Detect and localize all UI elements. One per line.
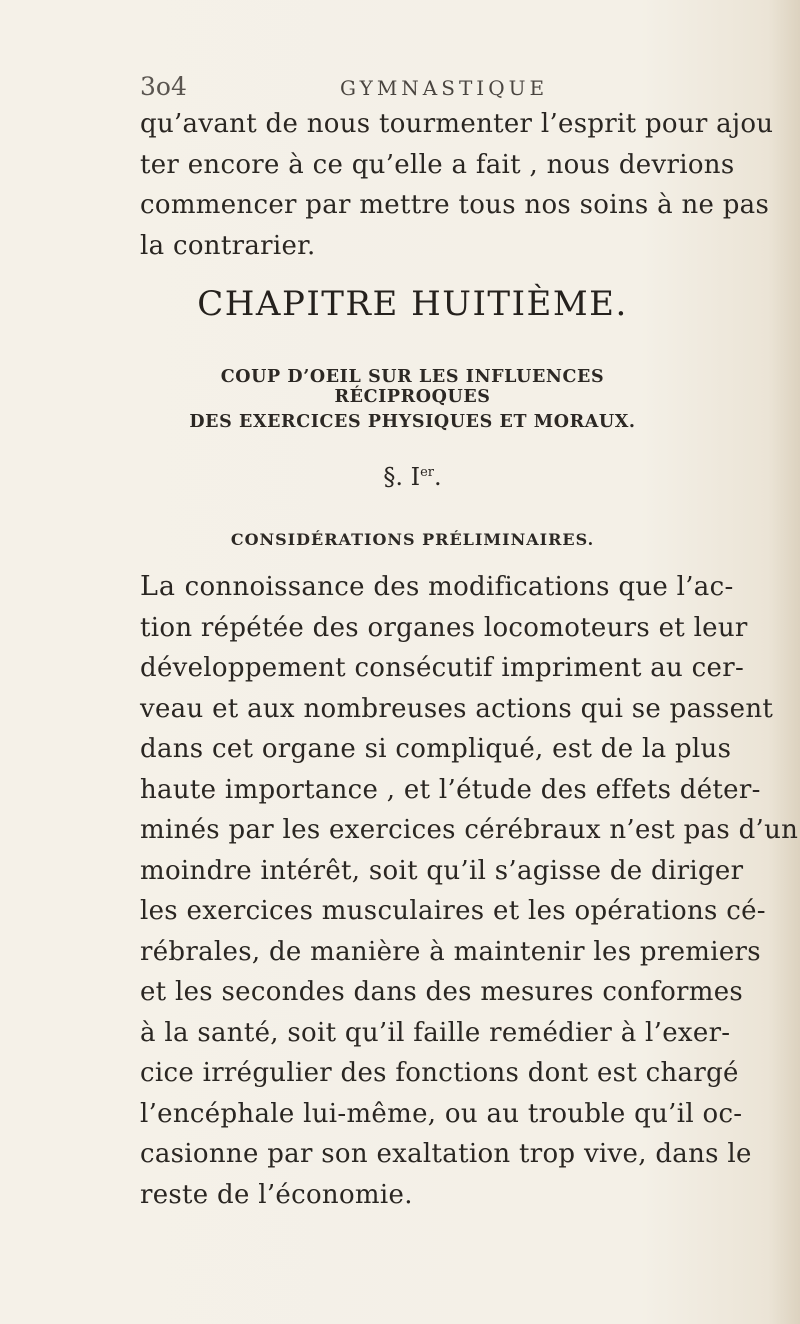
page-header (140, 72, 700, 102)
chapter-title: CHAPITRE HUITIÈME. (197, 284, 628, 324)
section-superscript: er (420, 465, 435, 480)
text-line: rébrales, de manière à maintenir les premiers (140, 936, 761, 967)
section-title: CONSIDÉRATIONS PRÉLIMINAIRES. (230, 530, 595, 549)
running-title: GYMNASTIQUE (340, 76, 549, 100)
text-line: et les secondes dans des mesures conformes (140, 977, 744, 1007)
first-line-rest: connoissance des modifications que l’ac- (176, 572, 734, 602)
body-paragraph (140, 567, 799, 1215)
text-line: l’encéphale lui-même, ou au trouble qu’il oc- (140, 1098, 743, 1129)
text-line: haute importance , et l’étude des effets déter- (140, 774, 761, 805)
text-line: veau et aux nombreuses actions qui se passent (140, 693, 774, 724)
text-line: la contrarier. (140, 230, 316, 261)
text-line: à la santé, soit qu’il faille remédier à l’exer- (140, 1017, 731, 1048)
page-number: 3o4 (140, 72, 187, 101)
text-line: minés par les exercices cérébraux n’est pas d’un (140, 815, 799, 845)
text-line: reste de l’économie. (140, 1179, 413, 1210)
text-line: ter encore à ce qu’elle a fait , nous devrions (140, 149, 735, 180)
chapter-subtitle-line-1: COUP D’OEIL SUR LES INFLUENCES RÉCIPROQUES (220, 367, 605, 407)
section-mark: §. I (383, 463, 421, 491)
text-line: développement consécutif impriment au cer- (140, 653, 745, 683)
text-line (140, 567, 734, 608)
text-line: commencer par mettre tous nos soins à ne pas (140, 190, 770, 220)
text-line: tion répétée des organes locomoteurs et leur (140, 612, 748, 643)
chapter-subtitle-line-2: DES EXERCICES PHYSIQUES ET MORAUX. (189, 412, 636, 432)
section-number (140, 463, 685, 491)
text-line: cice irrégulier des fonctions dont est chargé (140, 1058, 739, 1088)
drop-cap: La (140, 571, 177, 602)
text-line: dans cet organe si compliqué, est de la plus (140, 734, 732, 764)
text-line: moindre intérêt, soit qu’il s’agisse de diriger (140, 855, 744, 886)
text-line: qu’avant de nous tourmenter l’esprit pour ajou (140, 109, 774, 139)
text-line: casionne par son exaltation trop vive, dans le (140, 1139, 752, 1169)
text-line: les exercices musculaires et les opérations cé- (140, 896, 766, 926)
section-end: . (434, 463, 442, 491)
intro-paragraph (140, 104, 774, 266)
